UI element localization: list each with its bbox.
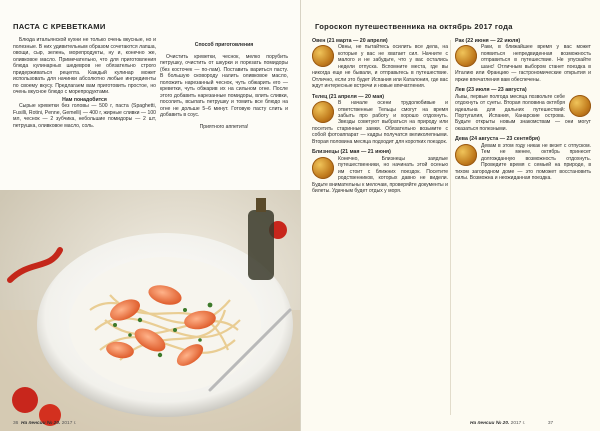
sign-text: Львы, первые полгода месяца позвольте себе отдохнуть от суеты. Вторая половина октября идеальна для дальних путешествий: Португалия, Испания, Канарские острова. Будьте открыты новым знакомствам — они могут оказаться полезными. [455, 93, 591, 132]
sign-cancer [455, 38, 591, 83]
right-page-number: 37 [547, 421, 554, 426]
sign-heading: Близнецы (21 мая — 21 июня) [312, 149, 391, 156]
sign-heading: Лев (23 июля — 23 августа) [455, 87, 527, 94]
sign-heading: Овен (21 марта — 20 апреля) [312, 38, 388, 44]
left-footer [13, 421, 76, 426]
recipe-signoff: Приятного аппетита! [199, 123, 249, 130]
right-footer-mag: На пенсии № 20. [470, 421, 510, 426]
left-page-number: 36 [13, 421, 19, 426]
gemini-icon [312, 157, 334, 179]
ingredients-heading: Нам понадобится [62, 96, 107, 103]
sign-heading: Рак (22 июня — 22 июля) [455, 38, 521, 44]
sign-gemini [312, 145, 448, 194]
pasta-photo [0, 190, 300, 431]
horoscope-col-left [312, 38, 448, 194]
horoscope-title-wrap [315, 22, 595, 31]
taurus-icon [312, 101, 334, 123]
sign-text: Овны, не пытайтесь осилить все дела, на которые у вас не хватает сил. Начните с малого и не забудьте, что у вас остались недели отпуска. Вспомните места, где вы никогда еще не бывали, и отправьтесь в путешествие. Отлично, если это будет Испания или Каталония, где вас ждут интересные встречи и новые впечатления. [312, 44, 448, 90]
virgo-icon [455, 144, 477, 166]
horoscope-title: Гороскоп путешественника на октябрь 2017 года [315, 22, 513, 31]
left-footer-year: 2017 г. [61, 421, 77, 426]
recipe-intro-column [13, 37, 156, 129]
sign-text: Раки, в ближайшее время у вас может появиться непредвиденная возможность отправиться в путешествие. Не упускайте шанс! Отличным выбором станет поездка в Италию или Францию — гастрономические открытия и яркие впечатления вам обеспечены. [455, 44, 591, 83]
recipe-method-column [160, 37, 288, 135]
horoscope-col-right [455, 38, 591, 182]
right-footer-year: 2017 г. [510, 421, 526, 426]
sign-text: Конечно, Близнецы заядлые путешественники, но начинать этой осенью им стоит с ближних поездок. Посетите родственников, которых давно не видели. Будьте внимательны к мелочам, проверяйте документы и билеты. Удачным будет отдых у моря. [312, 155, 448, 194]
sign-virgo [455, 132, 591, 181]
method-heading: Способ приготовления [194, 42, 254, 49]
column-divider [450, 40, 451, 415]
right-footer [470, 421, 553, 426]
recipe-title: ПАСТА С КРЕВЕТКАМИ [13, 22, 106, 31]
sign-aries [312, 38, 448, 90]
sign-heading: Дева (24 августа — 23 сентября) [455, 136, 540, 143]
left-footer-mag: На пенсии № 20. [21, 421, 61, 426]
sign-text: В начале осени трудолюбивые и ответственные Тельцы смогут на время забыть про работу и хорошо отдохнуть. Звезды советуют выбраться на природу или посетить старинные замки. Обязательно возьмите с собой фотоаппарат — кадры получатся великолепными. Вторая половина месяца подходит для коротких поездок. [312, 100, 448, 145]
sign-text: Девам в этом году никак не везет с отпуском. Тем не менее, октябрь принесет долгожданную возможность отдохнуть. Проведите время с семьей на природе, в тихом загородном доме — это поможет восстановить силы. Возможна и неожиданная поездка. [455, 142, 591, 182]
recipe-intro: Блюда итальянской кухни не только очень вкусные, но и полезные. В них удивительным образом сочетаются лапша, овощи, сыр, зелень, морепродукты, ну и, конечно же, оливковое масло. Примечательно, что для приготовления блюда кулинарных шедевров не обязательно строго придерживаться рецепта. Каждый кулинар может использовать для начинки абсолютно любые ингредиенты по своему вкусу. Предлагаем вам приготовить простое, но очень вкусное блюдо с морепродуктами. [13, 37, 156, 95]
method-text: Очистить креветки, чеснок, мелко порубить петрушку, очистить от шкурки и порезать помидоры (без косточек — по-лам). Поставить вариться пасту. В большую сковороду налить оливковое масло, положить нарезанный чеснок, чуть обжарить его — креветки, чуть обжарив их на сильном огне. После этого добавить нарезанные помидоры, влить сливки, посолить, всыпать петрушку и томить все блюдо на огне не дольше 5–6 минут. Готовую пасту слить и добавить в соус. [160, 53, 288, 119]
sign-leo [455, 83, 591, 132]
leo-icon [569, 95, 591, 117]
ingredients-text: Сырые креветки без головы — 500 г, паста (Spaghetti, Fusilli, Rotini, Penne, Gemelli) — 400 г, жирные сливки — 100 мл, чеснок — 2 зубчика, небольшие помидоры — 2 шт, петрушка, оливковое масло, соль. [13, 103, 156, 129]
sign-heading: Телец (21 апреля — 20 мая) [312, 93, 385, 100]
sign-taurus [312, 90, 448, 146]
